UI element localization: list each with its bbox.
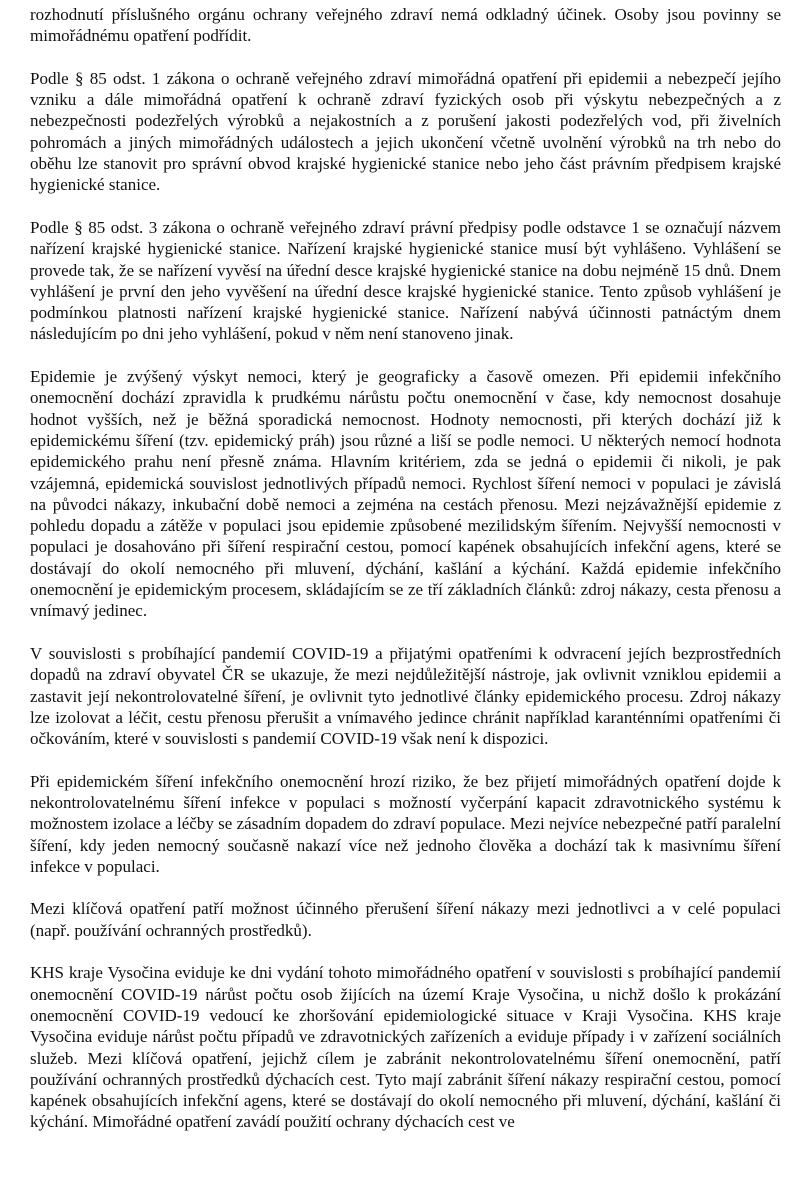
paragraph-3: Podle § 85 odst. 3 zákona o ochraně veřejného zdraví právní předpisy podle odstavce 1 se označují názvem nařízení krajské hygienické stanice. Nařízení krajské hygienické stanice musí být vyhlášeno. Vyhlášení se provede tak, že se nařízení vyvěsí na úřední desce krajské hygienické stanice na dobu nejméně 15 dnů. Dnem vyhlášení je první den jeho vyvěšení na úřední desce krajské hygienické stanice. Tento způsob vyhlášení je podmínkou platnosti nařízení krajské hygienické stanice. Nařízení nabývá účinnosti patnáctým dnem následujícím po dni jeho vyhlášení, pokud v něm není stanoveno jinak.	[30, 217, 781, 344]
paragraph-2: Podle § 85 odst. 1 zákona o ochraně veřejného zdraví mimořádná opatření při epidemii a nebezpečí jejího vzniku a dále mimořádná opatření k ochraně zdraví fyzických osob při výskytu nebezpečných a z nebezpečnosti podezřelých výrobků a nejakostních a z porušení jakosti podezřelých vod, při živelních pohromách a jiných mimořádných událostech a jejich ukončení včetně uvolnění výrobků na trh nebo do oběhu lze stanovit pro správní obvod krajské hygienické stanice nebo jeho část právním předpisem krajské hygienické stanice.	[30, 68, 781, 195]
paragraph-7: Mezi klíčová opatření patří možnost účinného přerušení šíření nákazy mezi jednotlivci a v celé populaci (např. používání ochranných prostředků).	[30, 899, 781, 940]
document-body	[30, 4, 781, 1154]
paragraph-4: Epidemie je zvýšený výskyt nemoci, který je geograficky a časově omezen. Při epidemii infekčního onemocnění dochází zpravidla k prudkému nárůstu počtu onemocnění v čase, kdy nemocnost dosahuje hodnot vyšších, než je běžná sporadická nemocnost. Hodnoty nemocnosti, při kterých dochází již k epidemickému šíření (tzv. epidemický práh) jsou různé a liší se podle nemoci. U některých nemocí hodnota epidemického prahu není přesně známa. Hlavním kritériem, zda se jedná o epidemii či nikoli, je pak vzájemná, epidemická souvislost jednotlivých případů nemoci. Rychlost šíření nemoci v populaci je závislá na původci nákazy, inkubační době nemoci a zejména na cestách přenosu. Mezi nejzávažnější epidemie z pohledu dopadu a zátěže v populaci jsou epidemie způsobené mezilidským šířením. Nejvyšší nemocnosti v populaci je dosahováno při šíření respirační cestou, pomocí kapének obsahujících infekční agens, které se dostávají do okolí nemocného při mluvení, dýchání, kašlání a kýchání. Každá epidemie infekčního onemocnění je epidemickým procesem, skládajícím se ze tří základních článků: zdroj nákazy, cesta přenosu a vnímavý jedinec.	[30, 367, 781, 621]
paragraph-6: Při epidemickém šíření infekčního onemocnění hrozí riziko, že bez přijetí mimořádných opatření dojde k nekontrolovatelnému šíření infekce v populaci s možností vyčerpání kapacit zdravotnického systému k možnostem izolace a léčby se zásadním dopadem do zdraví populace. Mezi nejvíce nebezpečné patří paralelní šíření, kdy jeden nemocný současně nakazí více než jednoho člověka a dochází tak k masivnímu šíření infekce v populaci.	[30, 771, 781, 876]
paragraph-5: V souvislosti s probíhající pandemií COVID-19 a přijatými opatřeními k odvracení jejích bezprostředních dopadů na zdraví obyvatel ČR se ukazuje, že mezi nejdůležitější nástroje, jak ovlivnit vzniklou epidemii a zastavit její nekontrolovatelné šíření, je ovlivnit tyto jednotlivé články epidemického procesu. Zdroj nákazy lze izolovat a léčit, cestu přenosu přerušit a vnímavého jedince chránit například karanténními opatřeními či očkováním, které v souvislosti s pandemií COVID-19 však není k dispozici.	[30, 643, 781, 749]
paragraph-8: KHS kraje Vysočina eviduje ke dni vydání tohoto mimořádného opatření v souvislosti s probíhající pandemií onemocnění COVID-19 nárůst počtu osob žijících na území Kraje Vysočina, u nichž došlo k prokázání onemocnění COVID-19 vedoucí ke zhoršování epidemiologické situace v Kraji Vysočina. KHS kraje Vysočina eviduje nárůst počtu případů ve zdravotnických zařízeních a eviduje případy i v zařízení sociálních služeb. Mezi klíčová opatření, jejichž cílem je zabránit nekontrolovatelnému šíření onemocnění, patří používání ochranných prostředků dýchacích cest. Tyto mají zabránit šíření nákazy respirační cestou, pomocí kapének obsahujících infekční agens, které se dostávají do okolí nemocného při mluvení, dýchání, kašlání či kýchání. Mimořádné opatření zavádí použití ochrany dýchacích cest ve	[30, 963, 781, 1132]
paragraph-1: rozhodnutí příslušného orgánu ochrany veřejného zdraví nemá odkladný účinek. Osoby jsou povinny se mimořádnému opatření podřídit.	[30, 5, 781, 46]
